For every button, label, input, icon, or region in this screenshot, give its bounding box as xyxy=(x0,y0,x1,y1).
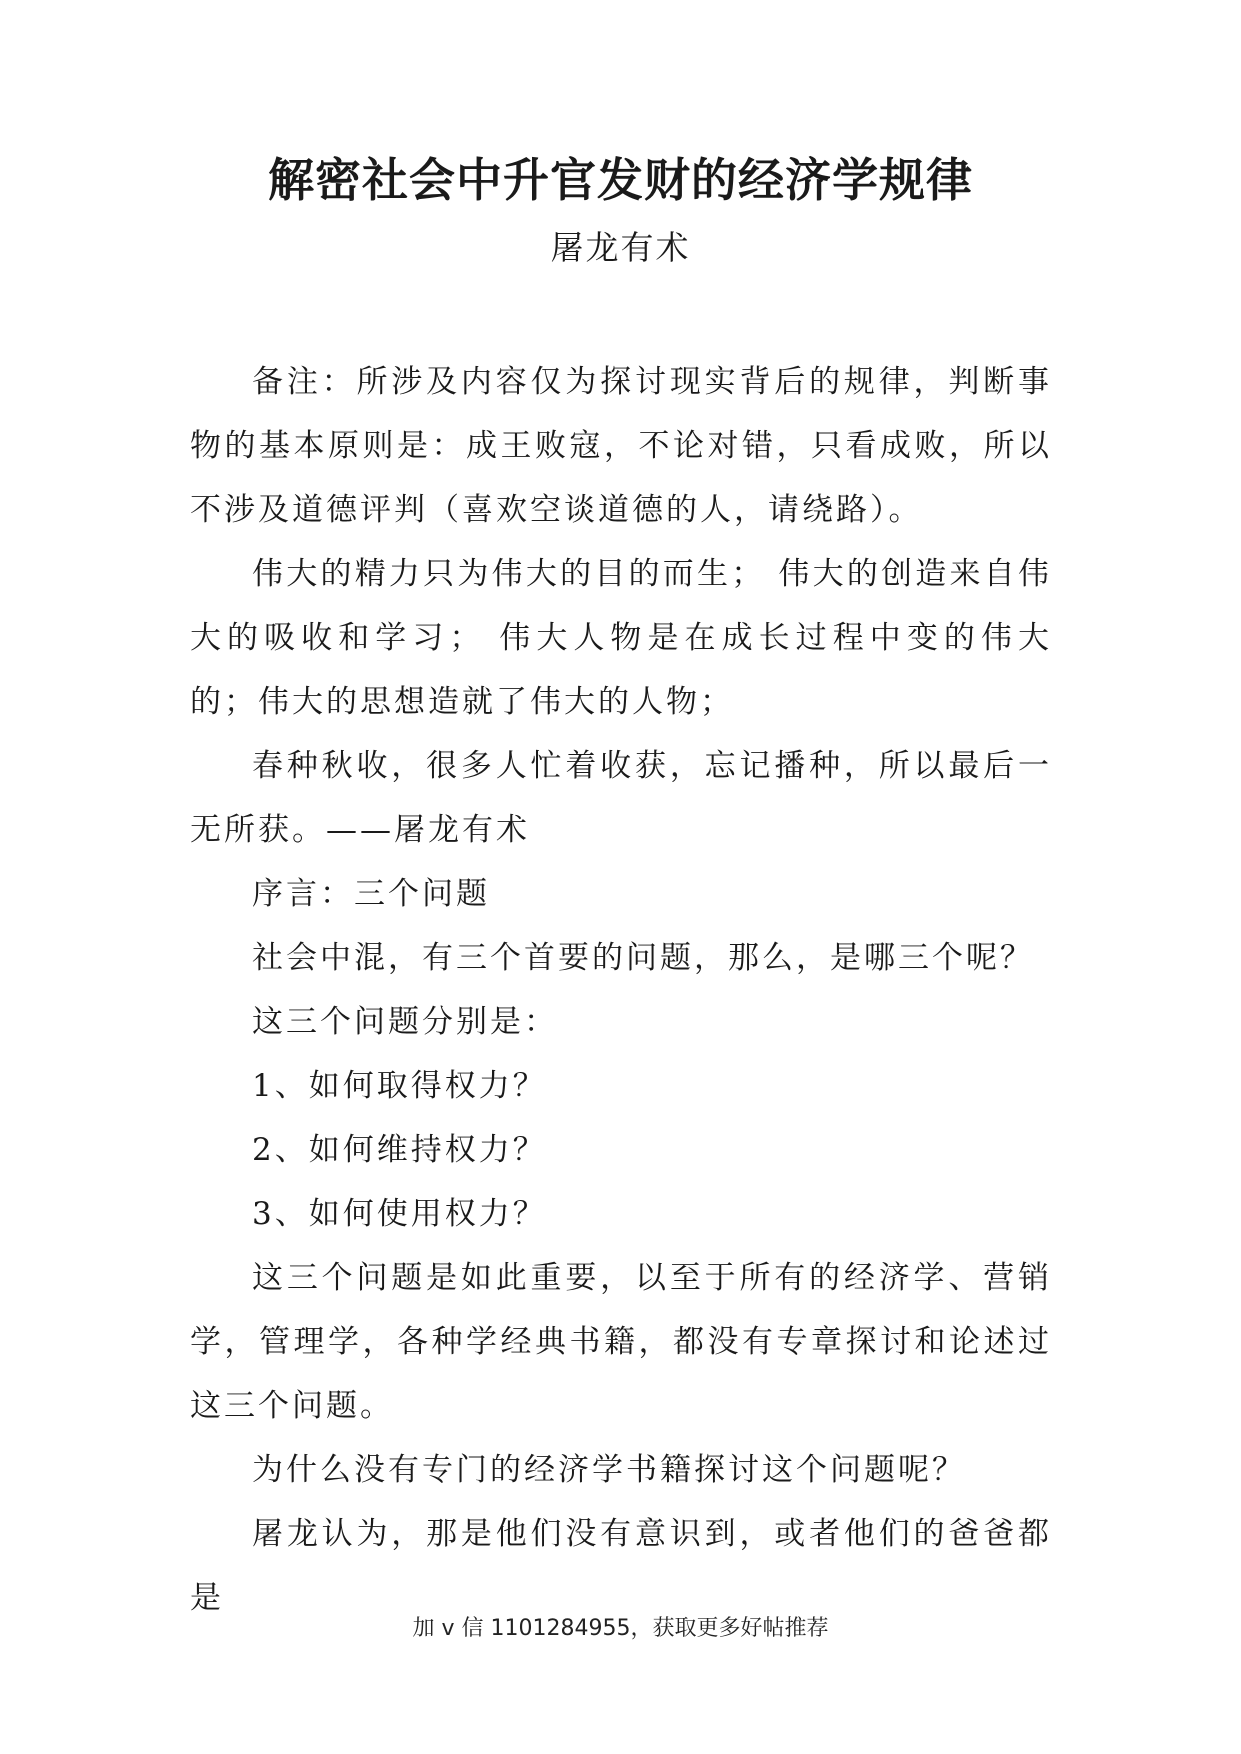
paragraph-harvest: 春种秋收，很多人忙着收获，忘记播种，所以最后一无所获。——屠龙有术 xyxy=(190,748,1052,848)
document-body xyxy=(190,350,1052,1630)
paragraph-answer: 屠龙认为，那是他们没有意识到，或者他们的爸爸都是 xyxy=(190,1516,1052,1616)
paragraph-greatness: 伟大的精力只为伟大的目的而生； 伟大的创造来自伟大的吸收和学习； 伟大人物是在成长过程中变的伟大的；伟大的思想造就了伟大的人物； xyxy=(190,556,1052,720)
document-title: 解密社会中升官发财的经济学规律 xyxy=(268,153,973,207)
list-item-3: 3、如何使用权力？ xyxy=(252,1196,547,1232)
paragraph-disclaimer: 备注：所涉及内容仅为探讨现实背后的规律，判断事物的基本原则是：成王败寇，不论对错，只看成败，所以不涉及道德评判（喜欢空谈道德的人，请绕路）。 xyxy=(190,364,1052,528)
paragraph-list-intro: 这三个问题分别是： xyxy=(252,1004,558,1040)
paragraph-importance: 这三个问题是如此重要，以至于所有的经济学、营销学，管理学，各种学经典书籍，都没有专章探讨和论述过这三个问题。 xyxy=(190,1260,1052,1424)
paragraph-intro-question: 社会中混，有三个首要的问题，那么，是哪三个呢？ xyxy=(252,940,1034,976)
paragraph-why-question: 为什么没有专门的经济学书籍探讨这个问题呢？ xyxy=(252,1452,966,1488)
list-item-2: 2、如何维持权力？ xyxy=(252,1132,547,1168)
page-footer: 加 v 信 1101284955，获取更多好帖推荐 xyxy=(412,1616,829,1641)
list-item-1: 1、如何取得权力？ xyxy=(252,1068,547,1104)
paragraph-preface-heading: 序言：三个问题 xyxy=(252,876,490,912)
document-author: 屠龙有术 xyxy=(550,228,691,267)
